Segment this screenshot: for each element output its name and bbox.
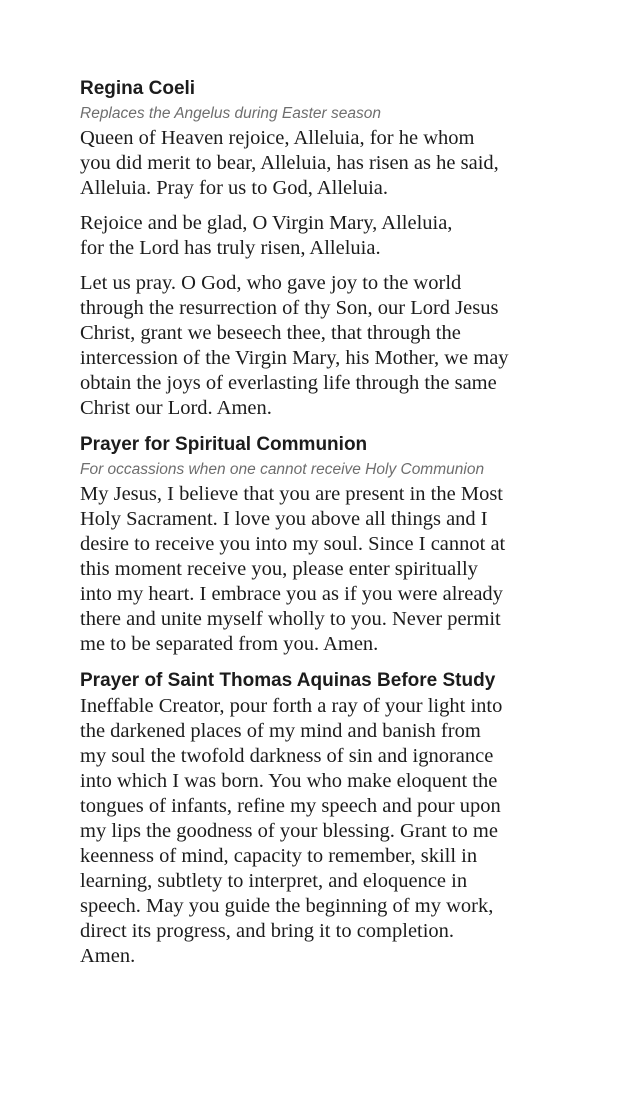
prayer-line: desire to receive you into my soul. Since I cannot at — [80, 533, 506, 555]
prayer-line: me to be separated from you. Amen. — [80, 633, 379, 655]
prayer-line: into my heart. I embrace you as if you were already — [80, 583, 503, 605]
section-title: Regina Coeli — [80, 78, 196, 99]
section-aquinas-prayer — [80, 668, 610, 969]
prayer-line: learning, subtlety to interpret, and eloquence in — [80, 870, 468, 892]
prayer-line: keenness of mind, capacity to remember, skill in — [80, 845, 478, 867]
prayer-line: Alleluia. Pray for us to God, Alleluia. — [80, 177, 389, 199]
prayer-line: Ineffable Creator, pour forth a ray of your light into — [80, 695, 503, 717]
prayer-line: direct its progress, and bring it to completion. — [80, 920, 455, 942]
section-subtitle: For occassions when one cannot receive Holy Communion — [80, 461, 485, 478]
prayer-line: you did merit to bear, Alleluia, has risen as he said, — [80, 152, 499, 174]
prayer-line: Christ our Lord. Amen. — [80, 397, 272, 419]
prayer-line: Christ, grant we beseech thee, that through the — [80, 322, 461, 344]
prayer-line: Amen. — [80, 945, 136, 967]
prayer-line: Rejoice and be glad, O Virgin Mary, Alleluia, — [80, 212, 453, 234]
prayer-paragraph — [80, 211, 610, 261]
prayer-line: through the resurrection of thy Son, our Lord Jesus — [80, 297, 499, 319]
prayer-line: Let us pray. O God, who gave joy to the world — [80, 272, 462, 294]
prayer-line: Holy Sacrament. I love you above all things and I — [80, 508, 488, 530]
prayer-line: intercession of the Virgin Mary, his Mother, we may — [80, 347, 509, 369]
prayer-line: my lips the goodness of your blessing. Grant to me — [80, 820, 498, 842]
prayer-line: Queen of Heaven rejoice, Alleluia, for he whom — [80, 127, 475, 149]
section-spiritual-communion — [80, 432, 610, 657]
section-title: Prayer of Saint Thomas Aquinas Before Study — [80, 670, 496, 691]
prayer-line: speech. May you guide the beginning of my work, — [80, 895, 494, 917]
section-title: Prayer for Spiritual Communion — [80, 434, 368, 455]
prayer-line: My Jesus, I believe that you are present in the Most — [80, 483, 504, 505]
prayer-page — [80, 76, 610, 969]
prayer-paragraph — [80, 694, 610, 969]
section-regina-coeli — [80, 76, 610, 421]
prayer-line: my soul the twofold darkness of sin and ignorance — [80, 745, 494, 767]
prayer-line: obtain the joys of everlasting life through the same — [80, 372, 497, 394]
prayer-paragraph — [80, 271, 610, 421]
prayer-paragraph — [80, 482, 610, 657]
prayer-line: this moment receive you, please enter spiritually — [80, 558, 478, 580]
prayer-paragraph — [80, 126, 610, 201]
prayer-line: the darkened places of my mind and banish from — [80, 720, 481, 742]
prayer-line: there and unite myself wholly to you. Never permit — [80, 608, 501, 630]
prayer-line: tongues of infants, refine my speech and pour upon — [80, 795, 501, 817]
section-subtitle: Replaces the Angelus during Easter season — [80, 105, 382, 122]
prayer-line: for the Lord has truly risen, Alleluia. — [80, 237, 381, 259]
prayer-line: into which I was born. You who make eloquent the — [80, 770, 498, 792]
